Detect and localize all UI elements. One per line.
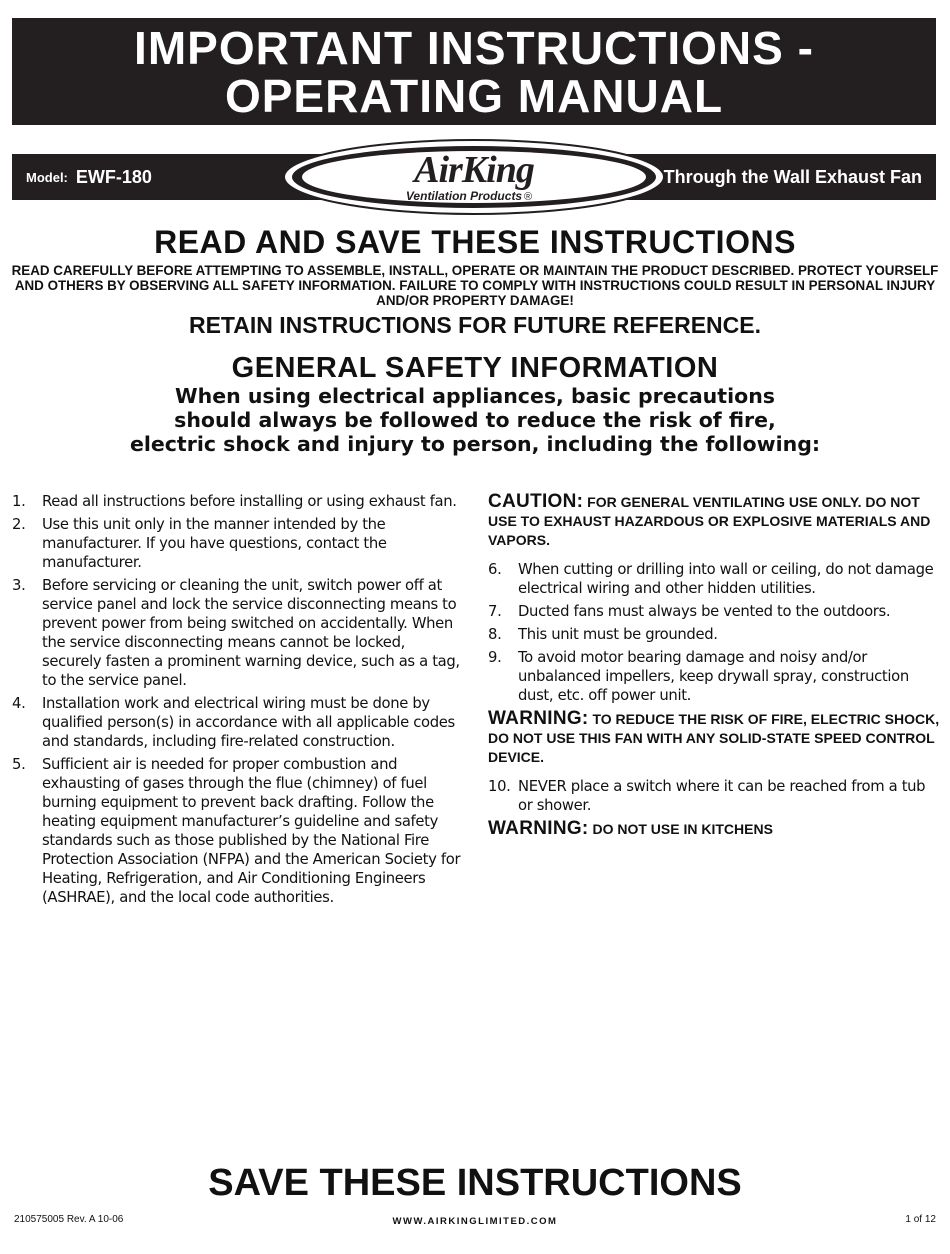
item-text: NEVER place a switch where it can be reached from a tub or shower. [518, 778, 926, 814]
model-label: Model: [26, 169, 68, 185]
caution-block [488, 492, 940, 550]
item-number: 4. [12, 695, 26, 712]
save-instructions-footer: SAVE THESE INSTRUCTIONS [208, 1162, 742, 1204]
right-column [488, 492, 940, 849]
safety-list-right-a [488, 560, 940, 705]
list-item [12, 576, 464, 690]
list-item [12, 515, 464, 572]
warning-kitchens-block [488, 819, 940, 839]
warning-speed-control-block [488, 709, 940, 767]
read-carefully-notice: READ CAREFULLY BEFORE ATTEMPTING TO ASSEMBLE, INSTALL, OPERATE OR MAINTAIN THE PRODUCT DESCRIBED. PROTECT YOURSELF AND OTHERS BY OBSERVING ALL SAFETY INFORMATION. FAILURE TO COMPLY WITH INSTRUCTIONS COULD RESULT IN PERSONAL INJURY AND/OR PROPERTY DAMAGE! [11, 263, 939, 308]
warning-tag: WARNING: [488, 818, 589, 839]
item-text: Before servicing or cleaning the unit, switch power off at service panel and lock the service disconnecting means to prevent power from being switched on accidentally. When the service disconnecting means cannot be locked, securely fasten a prominent warning device, such as a tag, to the service panel. [42, 577, 460, 689]
title-line-2: OPERATING MANUAL [224, 69, 724, 122]
product-tagline: Through the Wall Exhaust Fan [663, 166, 922, 187]
list-item [12, 755, 464, 907]
general-safety-sub-line-1: When using electrical appliances, basic precautions [175, 384, 775, 408]
svg-text:Ventilation Products: Ventilation Products [405, 189, 523, 203]
list-item [488, 777, 940, 815]
item-number: 2. [12, 516, 26, 533]
airking-logo [282, 138, 666, 216]
warning-text: TO REDUCE THE RISK OF FIRE, ELECTRIC SHOCK, DO NOT USE THIS FAN WITH ANY SOLID-STATE SPEED CONTROL DEVICE. [488, 711, 940, 765]
item-number: 10. [488, 778, 511, 795]
page-number: 1 of 12 [905, 1214, 936, 1225]
item-text: When cutting or drilling into wall or ceiling, do not damage electrical wiring and other hidden utilities. [518, 561, 934, 597]
left-column [12, 492, 464, 911]
safety-list-left [12, 492, 464, 907]
caution-tag: CAUTION: [488, 491, 584, 512]
item-number: 3. [12, 577, 26, 594]
item-number: 5. [12, 756, 26, 773]
list-item [488, 648, 940, 705]
general-safety-title: GENERAL SAFETY INFORMATION [231, 352, 719, 384]
general-safety-sub-line-3: electric shock and injury to person, including the following: [129, 432, 821, 456]
document-number: 210575005 Rev. A 10-06 [14, 1214, 124, 1225]
title-line-1: IMPORTANT INSTRUCTIONS - [134, 21, 814, 74]
list-item [12, 694, 464, 751]
item-number: 7. [488, 603, 502, 620]
svg-text:AirKing: AirKing [414, 149, 534, 191]
warning-text: DO NOT USE IN KITCHENS [592, 821, 773, 837]
general-safety-subtitle [0, 384, 950, 456]
warning-tag: WARNING: [488, 708, 589, 729]
item-number: 6. [488, 561, 502, 578]
safety-list-right-b [488, 777, 940, 815]
item-text: Sufficient air is needed for proper combustion and exhausting of gases through the flue (chimney) of fuel burning equipment to prevent back drafting. Follow the heating equipment manufacturer’s guideline and safety standards such as those published by the National Fire Protection Association (NFPA) and the American Society for Heating, Refrigeration, and Air Conditioning Engineers (ASHRAE), and the local code authorities. [42, 756, 461, 906]
retain-notice: RETAIN INSTRUCTIONS FOR FUTURE REFERENCE. [188, 312, 762, 338]
list-item [488, 602, 940, 621]
item-text: To avoid motor bearing damage and noisy and/or unbalanced impellers, keep drywall spray, construction dust, etc. off power unit. [518, 649, 909, 704]
list-item [488, 560, 940, 598]
model-value: EWF-180 [75, 166, 152, 187]
item-number: 8. [488, 626, 502, 643]
item-text: Ducted fans must always be vented to the outdoors. [518, 603, 891, 620]
website: WWW.AIRKINGLIMITED.COM [392, 1216, 558, 1227]
item-text: Read all instructions before installing or using exhaust fan. [42, 493, 457, 510]
list-item [488, 625, 940, 644]
read-save-title: READ AND SAVE THESE INSTRUCTIONS [154, 224, 796, 260]
item-number: 1. [12, 493, 26, 510]
general-safety-sub-line-2: should always be followed to reduce the risk of fire, [174, 408, 776, 432]
item-text: This unit must be grounded. [518, 626, 718, 643]
caution-text: FOR GENERAL VENTILATING USE ONLY. DO NOT USE TO EXHAUST HAZARDOUS OR EXPLOSIVE MATERIALS AND VAPORS. [488, 494, 931, 548]
title-banner [12, 18, 936, 125]
item-text: Use this unit only in the manner intended by the manufacturer. If you have questions, contact the manufacturer. [42, 516, 387, 571]
item-number: 9. [488, 649, 502, 666]
model-info [26, 154, 152, 200]
svg-text:®: ® [523, 191, 533, 203]
list-item [12, 492, 464, 511]
item-text: Installation work and electrical wiring must be done by qualified person(s) in accordance with all applicable codes and standards, including fire-related construction. [42, 695, 455, 750]
